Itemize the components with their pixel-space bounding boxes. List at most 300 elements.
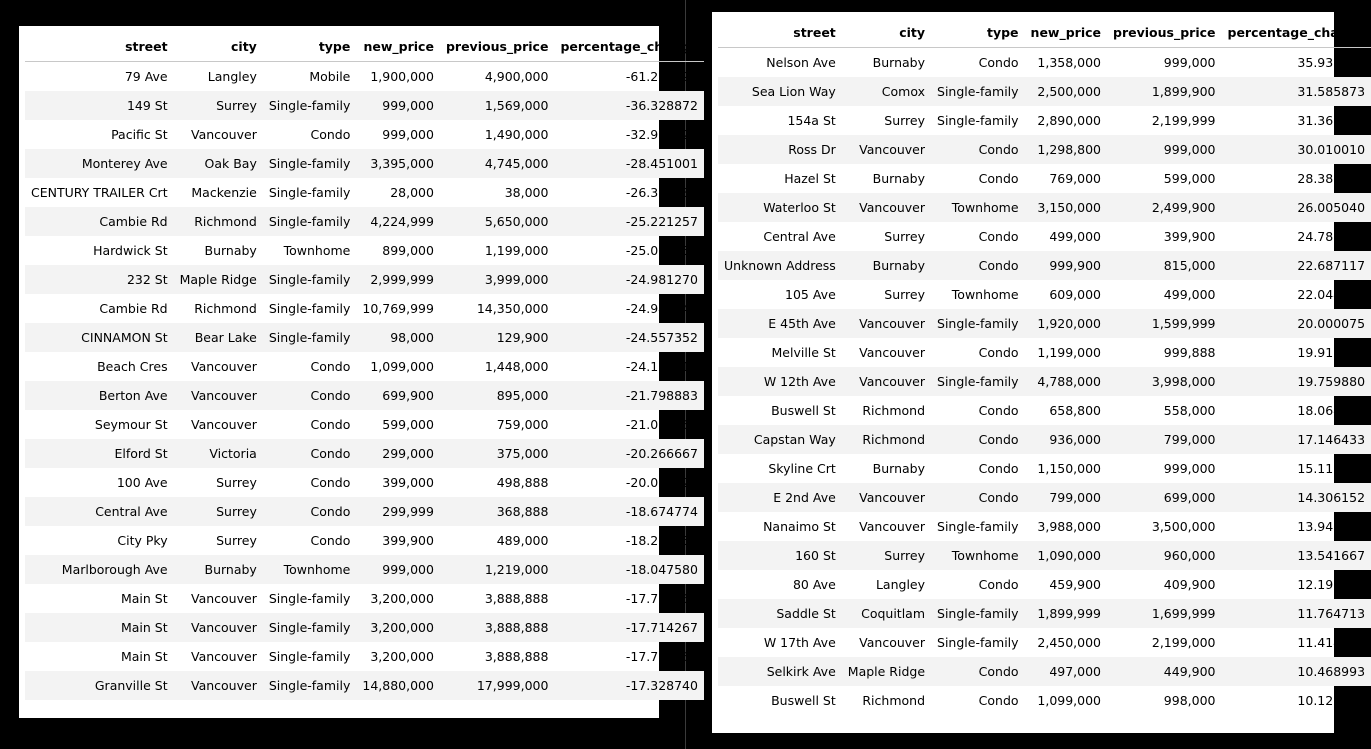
cell-type: Single-family (268, 156, 351, 171)
cell-percentage-change: 26.005040 (1297, 200, 1366, 215)
cell-previous-price: 1,569,000 (484, 98, 549, 113)
cell-street: 79 Ave (124, 69, 168, 84)
cell-percentage-change: -24.947742 (625, 301, 698, 316)
table-row (25, 526, 704, 555)
table-row (718, 106, 1371, 135)
cell-city: Vancouver (191, 359, 257, 374)
cell-street: Waterloo St (763, 200, 836, 215)
cell-previous-price: 449,900 (1163, 664, 1216, 679)
cell-new-price: 1,099,000 (1037, 693, 1102, 708)
cell-new-price: 1,358,000 (1037, 55, 1102, 70)
table-row (718, 338, 1371, 367)
cell-street: Nelson Ave (766, 55, 836, 70)
cell-percentage-change: -24.981270 (625, 272, 698, 287)
cell-percentage-change: -17.714267 (625, 620, 698, 635)
cell-previous-price: 1,899,900 (1151, 84, 1216, 99)
table-row (718, 135, 1371, 164)
cell-city: Vancouver (859, 200, 926, 215)
cell-city: Comox (881, 84, 926, 99)
cell-previous-price: 498,888 (496, 475, 549, 490)
cell-type: Condo (978, 577, 1019, 592)
cell-previous-price: 2,499,900 (1151, 200, 1216, 215)
cell-street: Marlborough Ave (61, 562, 168, 577)
cell-new-price: 1,920,000 (1037, 316, 1102, 331)
cell-previous-price: 759,000 (496, 417, 549, 432)
cell-previous-price: 3,500,000 (1151, 519, 1216, 534)
table-row (25, 294, 704, 323)
cell-previous-price: 129,900 (496, 330, 549, 345)
cell-percentage-change: 22.687117 (1297, 258, 1366, 273)
cell-type: Single-family (937, 519, 1019, 534)
cell-previous-price: 699,000 (1163, 490, 1216, 505)
cell-type: Single-family (937, 374, 1019, 389)
cell-city: Richmond (194, 214, 257, 229)
cell-percentage-change: -21.080369 (625, 417, 698, 432)
cell-percentage-change: 11.764713 (1297, 606, 1366, 621)
cell-type: Single-family (268, 98, 351, 113)
table-header-row (718, 18, 1371, 48)
cell-street: Selkirk Ave (766, 664, 836, 679)
cell-new-price: 899,000 (382, 243, 434, 258)
cell-new-price: 2,890,000 (1037, 113, 1102, 128)
table-row (718, 599, 1371, 628)
cell-percentage-change: 18.064516 (1297, 403, 1366, 418)
cell-street: Pacific St (111, 127, 168, 142)
column-header-new-price: new_price (1025, 18, 1107, 48)
cell-percentage-change: 31.585873 (1297, 84, 1366, 99)
cell-street: W 12th Ave (763, 374, 836, 389)
table-row (25, 207, 704, 236)
cell-type: Townhome (283, 243, 351, 258)
column-header-city: city (174, 32, 263, 62)
cell-street: Melville St (771, 345, 836, 360)
cell-percentage-change: 35.935936 (1297, 55, 1366, 70)
cell-percentage-change: 13.541667 (1297, 548, 1366, 563)
cell-street: Skyline Crt (768, 461, 836, 476)
cell-city: Burnaby (872, 55, 926, 70)
cell-street: E 2nd Ave (773, 490, 836, 505)
table-row (25, 381, 704, 410)
cell-city: Surrey (884, 287, 926, 302)
cell-percentage-change: 22.044088 (1297, 287, 1366, 302)
table-row (25, 352, 704, 381)
cell-previous-price: 960,000 (1163, 548, 1216, 563)
cell-percentage-change: 24.781195 (1297, 229, 1366, 244)
cell-previous-price: 999,888 (1163, 345, 1216, 360)
cell-new-price: 3,395,000 (370, 156, 434, 171)
cell-type: Single-family (268, 185, 351, 200)
table-row (718, 77, 1371, 106)
cell-type: Condo (978, 258, 1019, 273)
column-header-street: street (25, 32, 174, 62)
cell-city: Surrey (216, 475, 257, 490)
table-row (25, 91, 704, 120)
cell-previous-price: 1,199,000 (484, 243, 549, 258)
cell-previous-price: 3,999,000 (484, 272, 549, 287)
cell-street: Main St (120, 591, 168, 606)
cell-city: Vancouver (191, 388, 257, 403)
cell-percentage-change: -17.714267 (625, 649, 698, 664)
cell-new-price: 999,000 (382, 127, 434, 142)
cell-city: Surrey (884, 229, 926, 244)
cell-type: Condo (978, 403, 1019, 418)
cell-street: Cambie Rd (99, 301, 168, 316)
table-row (25, 265, 704, 294)
cell-street: Sea Lion Way (751, 84, 836, 99)
cell-previous-price: 999,000 (1163, 461, 1216, 476)
cell-street: Seymour St (94, 417, 168, 432)
cell-type: Single-family (937, 316, 1019, 331)
cell-type: Condo (310, 359, 351, 374)
cell-street: Cambie Rd (99, 214, 168, 229)
cell-new-price: 399,000 (382, 475, 434, 490)
table-row (25, 642, 704, 671)
cell-type: Condo (310, 475, 351, 490)
cell-previous-price: 4,745,000 (484, 156, 549, 171)
cell-previous-price: 1,219,000 (484, 562, 549, 577)
cell-type: Townhome (951, 287, 1019, 302)
cell-street: W 17th Ave (763, 635, 836, 650)
cell-previous-price: 999,000 (1163, 55, 1216, 70)
cell-percentage-change: -20.022129 (625, 475, 698, 490)
cell-percentage-change: 19.913430 (1297, 345, 1366, 360)
cell-street: City Pky (117, 533, 168, 548)
cell-street: 149 St (126, 98, 168, 113)
cell-percentage-change: 30.010010 (1297, 142, 1366, 157)
cell-city: Burnaby (872, 171, 926, 186)
cell-percentage-change: -18.674774 (625, 504, 698, 519)
table-row (718, 193, 1371, 222)
cell-percentage-change: 19.759880 (1297, 374, 1366, 389)
cell-percentage-change: 13.942857 (1297, 519, 1366, 534)
cell-city: Richmond (862, 693, 926, 708)
table-header-row (25, 32, 704, 62)
cell-street: 105 Ave (785, 287, 836, 302)
cell-new-price: 599,000 (382, 417, 434, 432)
cell-city: Richmond (862, 432, 926, 447)
table-row (718, 48, 1371, 78)
cell-type: Townhome (283, 562, 351, 577)
cell-new-price: 2,999,999 (370, 272, 434, 287)
cell-percentage-change: -25.221257 (625, 214, 698, 229)
cell-city: Vancouver (859, 345, 926, 360)
cell-type: Condo (978, 171, 1019, 186)
cell-type: Condo (310, 127, 351, 142)
cell-city: Surrey (216, 98, 257, 113)
cell-previous-price: 499,000 (1163, 287, 1216, 302)
cell-new-price: 98,000 (390, 330, 434, 345)
cell-city: Burnaby (872, 461, 926, 476)
cell-previous-price: 895,000 (496, 388, 549, 403)
cell-type: Townhome (951, 548, 1019, 563)
column-header-street: street (718, 18, 842, 48)
column-header-previous-price: previous_price (440, 32, 554, 62)
cell-city: Vancouver (859, 490, 926, 505)
cell-type: Single-family (268, 591, 351, 606)
cell-street: CENTURY TRAILER Crt (31, 185, 168, 200)
cell-new-price: 799,000 (1049, 490, 1102, 505)
cell-previous-price: 1,699,999 (1151, 606, 1216, 621)
table-row (25, 671, 704, 700)
cell-street: Hardwick St (93, 243, 168, 258)
cell-new-price: 1,099,000 (370, 359, 434, 374)
cell-previous-price: 368,888 (496, 504, 549, 519)
cell-previous-price: 489,000 (496, 533, 549, 548)
table-row (25, 62, 704, 92)
cell-city: Langley (875, 577, 926, 592)
cell-new-price: 609,000 (1049, 287, 1102, 302)
cell-type: Condo (310, 446, 351, 461)
table-row (718, 628, 1371, 657)
cell-city: Vancouver (859, 635, 926, 650)
cell-new-price: 1,150,000 (1037, 461, 1102, 476)
cell-type: Single-family (268, 272, 351, 287)
cell-city: Vancouver (191, 591, 257, 606)
table-row (718, 541, 1371, 570)
cell-new-price: 999,000 (382, 562, 434, 577)
table-row (25, 410, 704, 439)
cell-percentage-change: -20.266667 (625, 446, 698, 461)
table-row (25, 555, 704, 584)
cell-type: Condo (978, 142, 1019, 157)
column-header-city: city (842, 18, 931, 48)
table-row (25, 323, 704, 352)
cell-new-price: 14,880,000 (362, 678, 434, 693)
cell-type: Single-family (937, 606, 1019, 621)
cell-percentage-change: -32.953020 (625, 127, 698, 142)
column-header-type: type (931, 18, 1025, 48)
cell-street: Buswell St (771, 693, 836, 708)
cell-type: Condo (310, 388, 351, 403)
cell-percentage-change: 28.380634 (1297, 171, 1366, 186)
cell-street: Saddle St (776, 606, 836, 621)
table-row (718, 164, 1371, 193)
cell-new-price: 299,000 (382, 446, 434, 461)
table-row (718, 686, 1371, 715)
cell-street: Main St (120, 620, 168, 635)
cell-street: Central Ave (95, 504, 168, 519)
cell-new-price: 3,150,000 (1037, 200, 1102, 215)
table-row (718, 222, 1371, 251)
cell-city: Coquitlam (861, 606, 926, 621)
cell-type: Condo (978, 461, 1019, 476)
cell-city: Vancouver (191, 678, 257, 693)
cell-type: Condo (310, 533, 351, 548)
cell-new-price: 399,900 (382, 533, 434, 548)
cell-previous-price: 599,000 (1163, 171, 1216, 186)
cell-previous-price: 17,999,000 (476, 678, 549, 693)
cell-city: Burnaby (872, 258, 926, 273)
cell-street: Berton Ave (98, 388, 168, 403)
cell-new-price: 1,899,999 (1037, 606, 1102, 621)
cell-percentage-change: -17.328740 (625, 678, 698, 693)
cell-street: E 45th Ave (768, 316, 836, 331)
cell-new-price: 1,199,000 (1037, 345, 1102, 360)
cell-percentage-change: 20.000075 (1297, 316, 1366, 331)
cell-type: Single-family (937, 84, 1019, 99)
cell-street: Elford St (114, 446, 168, 461)
cell-street: Beach Cres (97, 359, 168, 374)
cell-type: Single-family (268, 649, 351, 664)
table-row (718, 454, 1371, 483)
cell-new-price: 499,000 (1049, 229, 1102, 244)
table-row (718, 367, 1371, 396)
cell-new-price: 658,800 (1049, 403, 1102, 418)
cell-type: Single-family (268, 330, 351, 345)
table-row (25, 149, 704, 178)
cell-percentage-change: -24.102210 (625, 359, 698, 374)
cell-new-price: 999,900 (1049, 258, 1102, 273)
cell-city: Surrey (884, 548, 926, 563)
cell-percentage-change: -18.220859 (625, 533, 698, 548)
cell-street: CINNAMON St (81, 330, 168, 345)
table-row (718, 657, 1371, 686)
cell-street: Granville St (94, 678, 168, 693)
cell-type: Condo (978, 345, 1019, 360)
cell-new-price: 3,200,000 (370, 649, 434, 664)
cell-city: Mackenzie (191, 185, 257, 200)
cell-city: Richmond (862, 403, 926, 418)
cell-new-price: 4,224,999 (370, 214, 434, 229)
cell-percentage-change: -26.315789 (625, 185, 698, 200)
cell-new-price: 497,000 (1049, 664, 1102, 679)
cell-city: Langley (207, 69, 257, 84)
cell-percentage-change: 10.120240 (1297, 693, 1366, 708)
cell-previous-price: 409,900 (1163, 577, 1216, 592)
table-row (718, 512, 1371, 541)
cell-street: Nanaimo St (763, 519, 836, 534)
cell-street: 232 St (126, 272, 168, 287)
cell-street: 160 St (795, 548, 836, 563)
cell-previous-price: 1,490,000 (484, 127, 549, 142)
table-row (718, 483, 1371, 512)
cell-city: Maple Ridge (179, 272, 257, 287)
cell-street: Monterey Ave (81, 156, 168, 171)
cell-new-price: 3,200,000 (370, 620, 434, 635)
price-decrease-table-panel (19, 26, 698, 718)
cell-street: 100 Ave (116, 475, 168, 490)
cell-percentage-change: 10.468993 (1297, 664, 1366, 679)
cell-previous-price: 2,199,999 (1151, 113, 1216, 128)
table-row (25, 120, 704, 149)
cell-type: Single-family (268, 301, 351, 316)
cell-previous-price: 375,000 (496, 446, 549, 461)
column-header-new-price: new_price (356, 32, 440, 62)
column-header-percentage-change: percentage_change (554, 32, 704, 62)
table-row (718, 396, 1371, 425)
cell-type: Condo (978, 432, 1019, 447)
cell-previous-price: 1,599,999 (1151, 316, 1216, 331)
cell-new-price: 1,298,800 (1037, 142, 1102, 157)
cell-street: Buswell St (771, 403, 836, 418)
cell-previous-price: 5,650,000 (484, 214, 549, 229)
cell-type: Condo (978, 229, 1019, 244)
column-header-type: type (263, 32, 357, 62)
table-row (25, 613, 704, 642)
cell-new-price: 299,999 (382, 504, 434, 519)
cell-city: Oak Bay (204, 156, 257, 171)
cell-type: Condo (978, 490, 1019, 505)
cell-percentage-change: 17.146433 (1297, 432, 1366, 447)
cell-type: Condo (978, 693, 1019, 708)
price-increase-table-panel (712, 12, 1366, 733)
cell-type: Condo (978, 664, 1019, 679)
cell-street: 80 Ave (792, 577, 836, 592)
cell-city: Vancouver (859, 519, 926, 534)
cell-city: Bear Lake (194, 330, 257, 345)
cell-previous-price: 1,448,000 (484, 359, 549, 374)
cell-previous-price: 999,000 (1163, 142, 1216, 157)
cell-new-price: 1,900,000 (370, 69, 434, 84)
cell-type: Condo (310, 417, 351, 432)
cell-city: Vancouver (191, 127, 257, 142)
cell-percentage-change: -25.020851 (625, 243, 698, 258)
table-row (718, 251, 1371, 280)
cell-previous-price: 799,000 (1163, 432, 1216, 447)
table-row (718, 309, 1371, 338)
cell-previous-price: 38,000 (504, 185, 549, 200)
cell-previous-price: 3,888,888 (484, 591, 549, 606)
cell-type: Condo (978, 55, 1019, 70)
column-header-percentage-change: percentage_change (1222, 18, 1371, 48)
cell-previous-price: 4,900,000 (484, 69, 549, 84)
cell-previous-price: 399,900 (1163, 229, 1216, 244)
cell-percentage-change: 11.414279 (1297, 635, 1366, 650)
cell-street: Hazel St (784, 171, 836, 186)
table-row (718, 280, 1371, 309)
cell-street: Main St (120, 649, 168, 664)
cell-city: Vancouver (859, 142, 926, 157)
cell-city: Vancouver (191, 620, 257, 635)
cell-type: Single-family (268, 678, 351, 693)
table-row (25, 439, 704, 468)
cell-city: Victoria (209, 446, 257, 461)
cell-previous-price: 2,199,000 (1151, 635, 1216, 650)
cell-city: Vancouver (859, 374, 926, 389)
cell-new-price: 10,769,999 (362, 301, 434, 316)
table-row (718, 425, 1371, 454)
cell-new-price: 769,000 (1049, 171, 1102, 186)
cell-percentage-change: -28.451001 (625, 156, 698, 171)
cell-percentage-change: -61.224490 (625, 69, 698, 84)
cell-previous-price: 3,998,000 (1151, 374, 1216, 389)
cell-type: Mobile (309, 69, 351, 84)
cell-type: Townhome (951, 200, 1019, 215)
table-row (25, 468, 704, 497)
cell-new-price: 999,000 (382, 98, 434, 113)
cell-new-price: 3,988,000 (1037, 519, 1102, 534)
column-header-previous-price: previous_price (1107, 18, 1221, 48)
cell-previous-price: 558,000 (1163, 403, 1216, 418)
cell-type: Condo (310, 504, 351, 519)
cell-new-price: 699,900 (382, 388, 434, 403)
table-row (25, 497, 704, 526)
cell-new-price: 459,900 (1049, 577, 1102, 592)
cell-city: Surrey (216, 504, 257, 519)
cell-percentage-change: -24.557352 (625, 330, 698, 345)
cell-type: Single-family (937, 113, 1019, 128)
cell-percentage-change: 31.363696 (1297, 113, 1366, 128)
table-row (718, 570, 1371, 599)
cell-city: Vancouver (191, 649, 257, 664)
cell-new-price: 3,200,000 (370, 591, 434, 606)
cell-city: Vancouver (859, 316, 926, 331)
cell-street: 154a St (787, 113, 836, 128)
table-row (25, 584, 704, 613)
price-increase-table (718, 18, 1371, 715)
price-decrease-table (25, 32, 704, 700)
cell-previous-price: 14,350,000 (476, 301, 549, 316)
